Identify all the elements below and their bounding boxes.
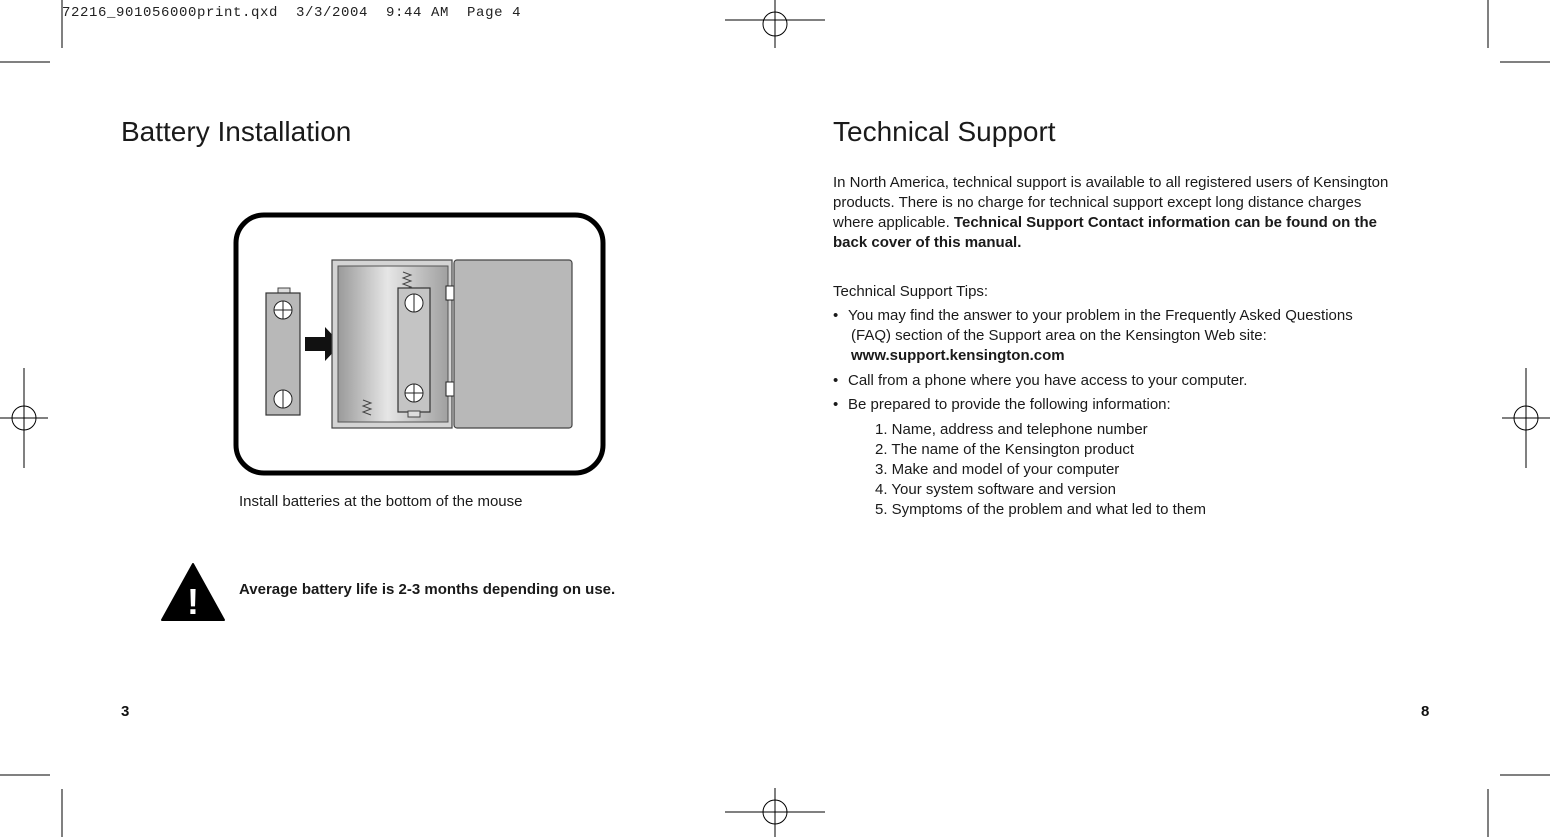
bullet: •	[833, 372, 839, 389]
battery-compartment	[332, 260, 455, 428]
tip-phone-text: Call from a phone where you have access to your computer.	[848, 372, 1248, 389]
registration-mark-top	[725, 0, 825, 48]
loose-battery	[266, 288, 300, 415]
info-list-item: 4. Your system software and version	[875, 481, 1116, 498]
svg-text:!: !	[187, 581, 199, 622]
info-list-item: 3. Make and model of your computer	[875, 461, 1120, 478]
warning-triangle-icon	[160, 562, 226, 622]
registration-mark-bottom	[725, 788, 825, 837]
tip-phone	[833, 371, 1433, 391]
tip-prepare	[833, 395, 1433, 415]
intro-text: In North America, technical support is available to all registered users of Kensington products. There is no charge for technical support except long distance charges where applicable.	[833, 174, 1389, 231]
support-website-link[interactable]: www.support.kensington.com	[851, 347, 1065, 364]
registration-mark-right	[1502, 368, 1550, 468]
contact-info-note: Technical Support Contact information can be found on the back cover of this manual.	[833, 214, 1377, 251]
registration-mark-left	[0, 368, 48, 468]
tip-faq	[833, 306, 1433, 366]
battery-cover	[454, 260, 572, 428]
file-slug-line: 72216_901056000print.qxd 3/3/2004 9:44 AM Page 4	[62, 5, 522, 21]
bullet: •	[833, 396, 839, 413]
battery-compartment-illustration	[233, 212, 607, 477]
battery-caption: Install batteries at the bottom of the mouse	[239, 493, 523, 510]
tip-prepare-text: Be prepared to provide the following information:	[848, 396, 1171, 413]
page-number-left: 3	[121, 703, 130, 720]
battery-installation-title: Battery Installation	[121, 116, 352, 147]
technical-support-title: Technical Support	[833, 116, 1056, 147]
info-list-item: 2. The name of the Kensington product	[875, 441, 1135, 458]
bullet: •	[833, 307, 839, 324]
info-list-item: 1. Name, address and telephone number	[875, 421, 1148, 438]
tips-label: Technical Support Tips:	[833, 283, 989, 300]
info-list-item: 5. Symptoms of the problem and what led to them	[875, 501, 1207, 518]
technical-support-intro	[833, 173, 1393, 253]
battery-life-warning: Average battery life is 2-3 months depending on use.	[239, 581, 616, 598]
tip-faq-line2: (FAQ) section of the Support area on the Kensington Web site:	[851, 327, 1267, 344]
tip-faq-line1: You may find the answer to your problem in the Frequently Asked Questions	[848, 307, 1353, 324]
page-number-right: 8	[1421, 703, 1430, 720]
